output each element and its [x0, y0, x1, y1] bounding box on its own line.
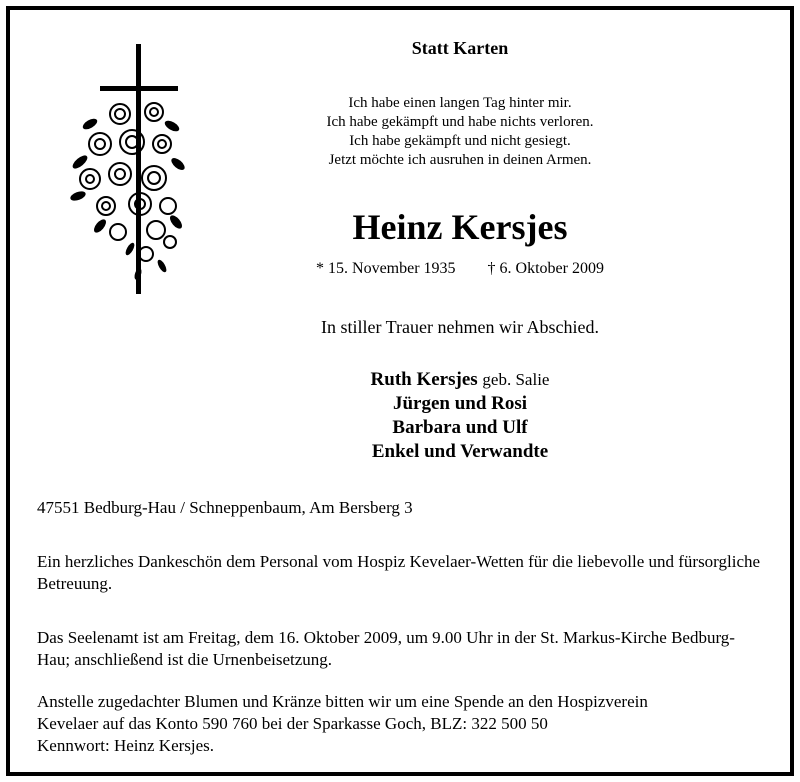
donation-line: Kennwort: Heinz Kersjes. [37, 736, 215, 755]
donation-line: Anstelle zugedachter Blumen und Kränze bitten wir um eine Spende an den Hospizverein [37, 692, 648, 711]
statt-karten-heading: Statt Karten [411, 38, 509, 58]
deceased-name: Heinz Kersjes [352, 207, 568, 247]
poem-line: Ich habe einen langen Tag hinter mir. [348, 95, 572, 111]
family-line-4: Enkel und Verwandte [371, 441, 549, 462]
donation-line: Kevelaer auf das Konto 590 760 bei der Sparkasse Goch, BLZ: 322 500 50 [37, 714, 548, 733]
family-line-3: Barbara und Ulf [392, 417, 528, 438]
family-list [260, 368, 660, 464]
life-dates [290, 260, 630, 278]
thanks-paragraph: Ein herzliches Dankeschön dem Personal vom Hospiz Kevelaer-Wetten für die liebevolle und fürsorgliche Betreuung. [37, 552, 761, 593]
service-paragraph: Das Seelenamt ist am Freitag, dem 16. Oktober 2009, um 9.00 Uhr in der St. Markus-Kirche Bedburg-Hau; anschließend ist die Urnenbeisetzung. [37, 628, 735, 669]
poem-line: Jetzt möchte ich ausruhen in deinen Armen. [328, 152, 592, 168]
poem-line: Ich habe gekämpft und habe nichts verloren. [326, 114, 594, 130]
cross-with-roses-icon [60, 44, 190, 304]
donation-paragraph [37, 691, 767, 757]
family-member-maiden-name: geb. Salie [482, 370, 550, 389]
family-line-2: Jürgen und Rosi [392, 393, 528, 414]
birth-date: * 15. November 1935 [316, 260, 456, 277]
address: 47551 Bedburg-Hau / Schneppenbaum, Am Bersberg 3 [37, 498, 413, 517]
farewell-line: In stiller Trauer nehmen wir Abschied. [321, 317, 599, 337]
family-line-1 [260, 368, 660, 392]
obituary-card [6, 6, 794, 776]
death-date: † 6. Oktober 2009 [487, 260, 604, 277]
family-member-name: Ruth Kersjes [370, 369, 478, 390]
poem-line: Ich habe gekämpft und nicht gesiegt. [349, 133, 571, 149]
poem [260, 94, 660, 170]
